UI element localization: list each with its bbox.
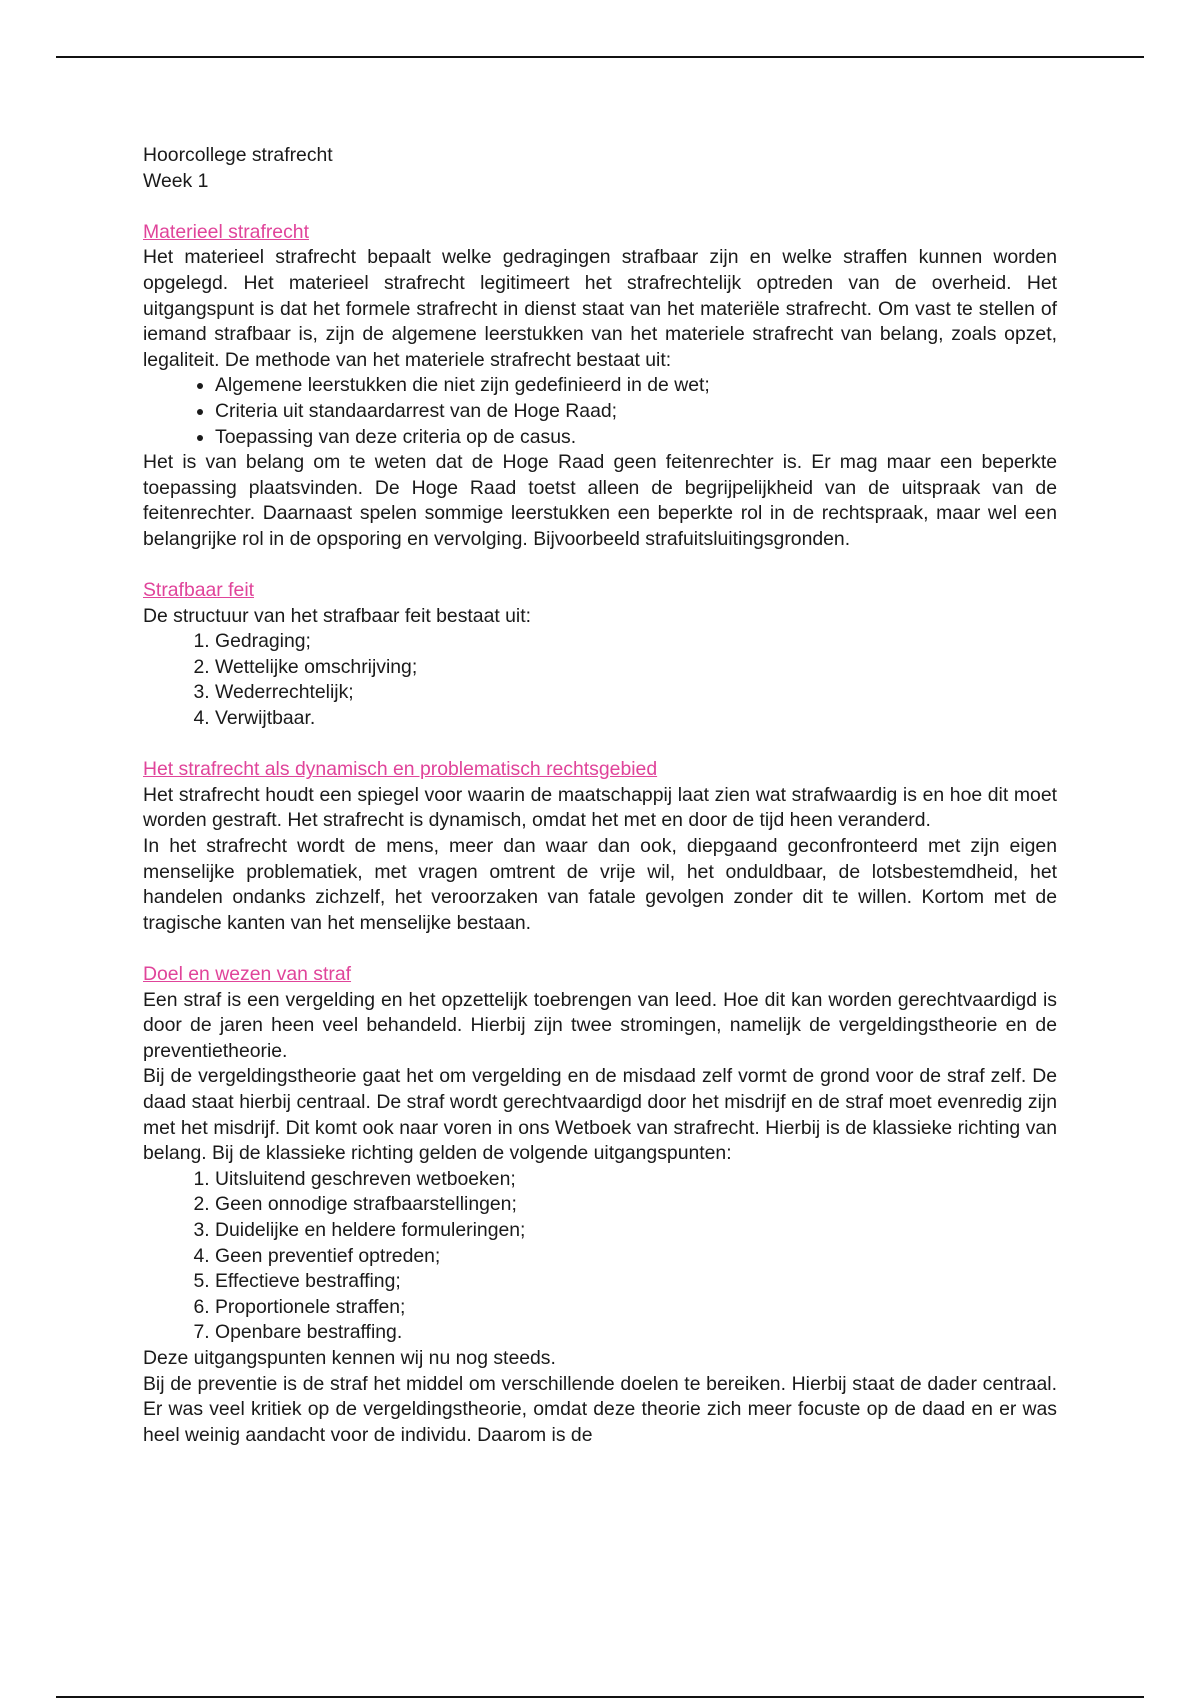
list-item: 4. Geen preventief optreden; bbox=[215, 1244, 1057, 1270]
list-item: • Criteria uit standaardarrest van de Hoge Raad; bbox=[215, 399, 1057, 425]
bullet-list bbox=[143, 373, 1057, 450]
list-item: 1. Uitsluitend geschreven wetboeken; bbox=[215, 1167, 1057, 1193]
section-paragraph: Bij de preventie is de straf het middel om verschillende doelen te bereiken. Hierbij staat de dader centraal. Er was veel kritiek op de vergeldingstheorie, omdat deze theorie zich meer focuste op de daad en er was heel weinig aandacht voor de individu. Daarom is de bbox=[143, 1372, 1057, 1446]
document-body bbox=[143, 143, 1057, 1448]
section-heading: Het strafrecht als dynamisch en problematisch rechtsgebied bbox=[143, 758, 658, 781]
section-paragraph: Bij de vergeldingstheorie gaat het om vergelding en de misdaad zelf vormt de grond voor de straf zelf. De daad staat hierbij centraal. De straf wordt gerechtvaardigd door het misdrijf en de straf moet evenredig zijn met het misdrijf. Dit komt ook naar voren in ons Wetboek van strafrecht. Hierbij is de klassieke richting van belang. Bij de klassieke richting gelden de volgende uitgangspunten: bbox=[143, 1065, 1057, 1165]
list-item: 6. Proportionele straffen; bbox=[215, 1295, 1057, 1321]
list-item: 2. Geen onnodige strafbaarstellingen; bbox=[215, 1192, 1057, 1218]
section-paragraph: Het is van belang om te weten dat de Hoge Raad geen feitenrechter is. Er mag maar een beperkte toepassing plaatsvinden. De Hoge Raad toetst alleen de begrijpelijkheid van de uitspraak van de feitenrechter. Daarnaast spelen sommige leerstukken een beperkte rol in de rechtspraak, maar wel een belangrijke rol in de opsporing en vervolging. Bijvoorbeeld strafuitsluitingsgronden. bbox=[143, 451, 1057, 550]
document-subtitle: Week 1 bbox=[143, 169, 209, 192]
section-paragraph: Het strafrecht houdt een spiegel voor waarin de maatschappij laat zien wat strafwaardig is en hoe dit moet worden gestraft. Het strafrecht is dynamisch, omdat het met en door de tijd heen veranderd. bbox=[143, 783, 1057, 832]
list-item: • Toepassing van deze criteria op de casus. bbox=[215, 425, 1057, 451]
numbered-list bbox=[143, 629, 1057, 731]
list-item: 7. Openbare bestraffing. bbox=[215, 1320, 1057, 1346]
header-rule bbox=[56, 56, 1144, 58]
list-item: 3. Wederrechtelijk; bbox=[215, 680, 1057, 706]
section-materieel-strafrecht bbox=[143, 220, 1057, 553]
numbered-list bbox=[143, 1167, 1057, 1346]
list-item: 5. Effectieve bestraffing; bbox=[215, 1269, 1057, 1295]
section-dynamisch-rechtsgebied bbox=[143, 757, 1057, 936]
section-paragraph: In het strafrecht wordt de mens, meer dan waar dan ook, diepgaand geconfronteerd met zijn eigen menselijke problematiek, met vragen omtrent de vrije wil, het onduldbaar, de lotsbestemdheid, het handelen ondanks zichzelf, het veroorzaken van fatale gevolgen zonder dit te willen. Kortom met de tragische kanten van het menselijke bestaan. bbox=[143, 835, 1057, 934]
list-item: 4. Verwijtbaar. bbox=[215, 706, 1057, 732]
section-heading: Doel en wezen van straf bbox=[143, 963, 352, 985]
section-heading: Strafbaar feit bbox=[143, 579, 255, 602]
list-item: • Algemene leerstukken die niet zijn gedefinieerd in de wet; bbox=[215, 373, 1057, 399]
section-strafbaar-feit bbox=[143, 578, 1057, 732]
section-paragraph: Deze uitgangspunten kennen wij nu nog steeds. bbox=[143, 1346, 556, 1369]
list-item: 2. Wettelijke omschrijving; bbox=[215, 655, 1057, 681]
list-item: 1. Gedraging; bbox=[215, 629, 1057, 655]
section-paragraph: Een straf is een vergelding en het opzettelijk toebrengen van leed. Hoe dit kan worden gerechtvaardigd is door de jaren heen veel behandeld. Hierbij zijn twee stromingen, namelijk de vergeldingstheorie en de preventietheorie. bbox=[143, 988, 1057, 1062]
section-heading: Materieel strafrecht bbox=[143, 220, 309, 243]
list-item: 3. Duidelijke en heldere formuleringen; bbox=[215, 1218, 1057, 1244]
document-title: Hoorcollege strafrecht bbox=[143, 144, 333, 166]
footer-rule bbox=[56, 1696, 1144, 1698]
section-doel-en-wezen-van-straf bbox=[143, 962, 1057, 1448]
section-paragraph: Het materieel strafrecht bepaalt welke gedragingen strafbaar zijn en welke straffen kunnen worden opgelegd. Het materieel strafrecht legitimeert het strafrechtelijk optreden van de overheid. Het uitgangspunt is dat het formele strafrecht in dienst staat van het materiële strafrecht. Om vast te stellen of iemand strafbaar is, zijn de algemene leerstukken van het materiele strafrecht van belang, zoals opzet, legaliteit. De methode van het materiele strafrecht bestaat uit: bbox=[143, 246, 1057, 371]
section-paragraph: De structuur van het strafbaar feit bestaat uit: bbox=[143, 604, 532, 627]
